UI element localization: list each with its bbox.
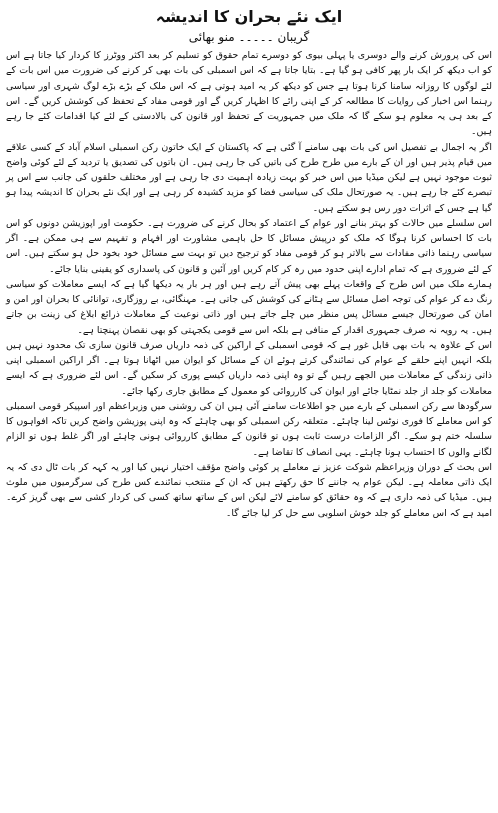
article-paragraph: اس کی پرورش کرنے والے دوسری یا پہلی بیوی کو دوسرے تمام حقوق کو تسلیم کر بعد اکثر ووٹرز کا کردار کیا جاتا ہے اس کو اب دیکھ کر ایک بار پھر کافی ہو گیا ہے۔ بتایا جاتا ہے کہ اس اسمبلی کی بات بھی کر کرنے کی ضرورت میں اس بات کے لئے لوگوں کا روزانہ سامنا کرنا ہوتا ہے جس کو دیکھ کر یہ امید ہوتی ہے کہ اس ملک کے بڑے بڑے لوگ شہری اور سیاسی رہنما اس اخبار کی روایات کا مطالعہ کر کے اپنی رائے کا اظہار کریں گے اور قومی مفاد کے تحفظ کی کوشش کریں گے۔ اس کے بعد ہی یہ معلوم ہو سکے گا کہ ملک میں جمہوریت کے تحفظ اور قانون کی بالادستی کے لئے کیا اقدامات کئے جا رہے ہیں۔ (6, 50, 492, 138)
article-byline: گریبان ۔۔۔۔۔ منو بھائی (188, 30, 310, 44)
article-paragraph: اس سلسلے میں حالات کو بہتر بنانے اور عوام کے اعتماد کو بحال کرنے کی ضرورت ہے۔ حکومت اور اپوزیشن دونوں کو اس بات کا احساس کرنا ہوگا کہ ملک کو درپیش مسائل کا حل باہمی مشاورت اور افہام و تفہیم سے ہی ممکن ہے۔ اگر سیاسی رہنما ذاتی مفادات سے بالاتر ہو کر قومی مفاد کو ترجیح دیں تو بہت سے مسائل خود بخود حل ہو سکتے ہیں۔ اس کے لئے ضروری ہے کہ تمام ادارے اپنی حدود میں رہ کر کام کریں اور آئین و قانون کی پاسداری کو یقینی بنایا جائے۔ (6, 217, 492, 275)
article-body (6, 48, 492, 521)
article-paragraph: سرگودھا سے رکن اسمبلی کے بارے میں جو اطلاعات سامنے آئی ہیں ان کی روشنی میں وزیراعظم اور اسپیکر قومی اسمبلی کو اس معاملے کا فوری نوٹس لینا چاہئے۔ متعلقہ رکن اسمبلی کو بھی چاہئے کہ وہ اپنی پوزیشن واضح کریں تاکہ افواہوں کا سلسلہ ختم ہو سکے۔ اگر الزامات درست ثابت ہوں تو قانون کے مطابق کارروائی ہونی چاہئے اور اگر غلط ہوں تو الزام لگانے والوں کا احتساب ہونا چاہئے۔ یہی انصاف کا تقاضا ہے۔ (6, 400, 492, 458)
article-paragraph: ہمارے ملک میں اس طرح کے واقعات پہلے بھی پیش آتے رہے ہیں اور ہر بار یہ دیکھا گیا ہے کہ ایسے معاملات کو سیاسی رنگ دے کر عوام کی توجہ اصل مسائل سے ہٹانے کی کوشش کی جاتی ہے۔ مہنگائی، بے روزگاری، توانائی کا بحران اور امن و امان کی صورتحال جیسے مسائل پس منظر میں چلے جاتے ہیں اور ذاتی نوعیت کے معاملات ذرائع ابلاغ کی زینت بن جاتے ہیں۔ یہ رویہ نہ صرف جمہوری اقدار کے منافی ہے بلکہ اس سے قومی یکجہتی کو بھی نقصان پہنچتا ہے۔ (6, 278, 492, 336)
article-title: ایک نئے بحران کا اندیشہ (155, 7, 343, 26)
article-paragraph: اس بحث کے دوران وزیراعظم شوکت عزیز نے معاملے پر کوئی واضح مؤقف اختیار نہیں کیا اور یہ کہہ کر بات ٹال دی کہ یہ ایک ذاتی معاملہ ہے۔ لیکن عوام یہ جاننے کا حق رکھتے ہیں کہ ان کے منتخب نمائندے کس طرح کی سرگرمیوں میں ملوث ہیں۔ میڈیا کی ذمہ داری ہے کہ وہ حقائق کو سامنے لائے لیکن اس کے ساتھ ساتھ کسی کی کردار کشی سے بھی گریز کرے۔ امید ہے کہ اس معاملے کو جلد خوش اسلوبی سے حل کر لیا جائے گا۔ (6, 461, 492, 519)
article-paragraph: اس کے علاوہ یہ بات بھی قابل غور ہے کہ قومی اسمبلی کے اراکین کی ذمہ داریاں صرف قانون سازی تک محدود نہیں ہیں بلکہ انہیں اپنے حلقے کے عوام کی نمائندگی کرتے ہوئے ان کے مسائل کو ایوان میں اٹھانا ہوتا ہے۔ اگر اراکین اسمبلی اپنی ذاتی زندگی کے معاملات میں الجھے رہیں گے تو وہ اپنی ذمہ داریاں کیسے پوری کر سکیں گے۔ اس لئے ضروری ہے کہ ایسے معاملات کو جلد از جلد نمٹایا جائے اور ایوان کی کارروائی کو معمول کے مطابق جاری رکھا جائے۔ (6, 339, 492, 397)
article-paragraph: اگر یہ اجمال بے تفصیل اس کی بات بھی سامنے آ گئی ہے کہ پاکستان کے ایک خاتون رکن اسمبلی اسلام آباد کے کسی علاقے میں قیام پذیر ہیں اور ان کے بارے میں طرح طرح کی باتیں کی جا رہی ہیں۔ ان باتوں کی تصدیق یا تردید کے لئے کوئی واضح ثبوت موجود نہیں ہے لیکن میڈیا میں اس خبر کو بہت زیادہ اہمیت دی جا رہی ہے اور مختلف حلقوں کی جانب سے اس پر تبصرے کئے جا رہے ہیں۔ یہ صورتحال ملک کی سیاسی فضا کو مزید کشیدہ کر رہی ہے اور ایک نئے بحران کا اندیشہ پیدا ہو گیا ہے جس کے اثرات دور رس ہو سکتے ہیں۔ (6, 141, 492, 214)
